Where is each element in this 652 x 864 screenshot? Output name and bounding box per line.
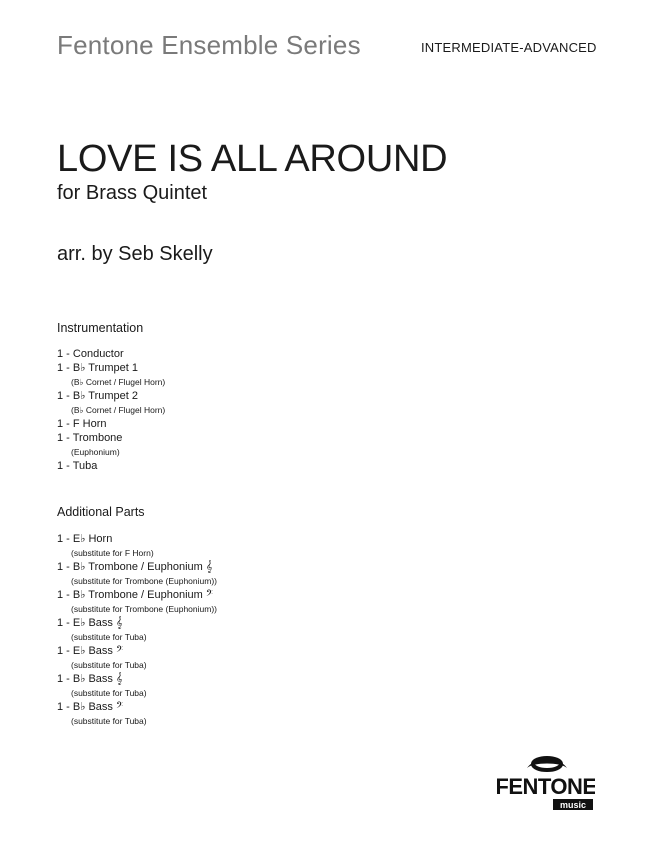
- part-label: 1 - E♭ Bass: [57, 645, 113, 657]
- difficulty-level: INTERMEDIATE-ADVANCED: [421, 40, 597, 55]
- bass-clef-icon: 𝄢: [205, 589, 213, 601]
- bass-clef-icon: 𝄢: [116, 701, 124, 713]
- list-item: [57, 431, 165, 459]
- part-note: (substitute for Tuba): [71, 716, 147, 726]
- list-item: [57, 644, 217, 672]
- part-label: 1 - E♭ Bass: [57, 617, 113, 629]
- part-note: (Euphonium): [71, 447, 120, 457]
- part-label: 1 - F Horn: [57, 418, 107, 430]
- series-name: Fentone Ensemble Series: [57, 30, 361, 60]
- list-item: [57, 347, 165, 361]
- bass-clef-icon: 𝄢: [116, 645, 124, 657]
- list-item: [57, 616, 217, 644]
- part-note: (B♭ Cornet / Flugel Horn): [71, 405, 166, 415]
- treble-clef-icon: 𝄞: [205, 561, 213, 573]
- part-note: (substitute for Trombone (Euphonium)): [71, 576, 217, 586]
- part-label: 1 - Tuba: [57, 460, 98, 472]
- part-label: 1 - Trombone: [57, 432, 123, 444]
- list-item: [57, 459, 165, 473]
- logo-tagline: music: [559, 800, 587, 810]
- treble-clef-icon: 𝄞: [116, 673, 123, 685]
- instrumentation-list: [57, 347, 165, 473]
- piece-title: LOVE IS ALL AROUND: [57, 138, 448, 180]
- part-note: (substitute for Tuba): [71, 688, 147, 698]
- list-item: [57, 700, 217, 728]
- additional-parts-heading: Additional Parts: [57, 505, 145, 519]
- part-note: (B♭ Cornet / Flugel Horn): [71, 377, 166, 387]
- logo-brand: FENTONE: [497, 774, 595, 799]
- part-note: (substitute for F Horn): [71, 548, 154, 558]
- part-label: 1 - E♭ Horn: [57, 533, 113, 545]
- part-note: (substitute for Trombone (Euphonium)): [71, 604, 217, 614]
- list-item: [57, 588, 217, 616]
- list-item: [57, 417, 165, 431]
- fentone-logo-mark: [497, 754, 595, 814]
- part-label: 1 - B♭ Trumpet 1: [57, 362, 138, 374]
- treble-clef-icon: 𝄞: [116, 617, 123, 629]
- list-item: [57, 389, 165, 417]
- arranger-credit: arr. by Seb Skelly: [57, 243, 213, 265]
- list-item: [57, 560, 217, 588]
- instrumentation-heading: Instrumentation: [57, 321, 144, 335]
- piece-subtitle: for Brass Quintet: [57, 182, 208, 204]
- list-item: [57, 532, 217, 560]
- part-label: 1 - B♭ Bass: [57, 701, 113, 713]
- part-note: (substitute for Tuba): [71, 660, 147, 670]
- part-label: 1 - B♭ Trumpet 2: [57, 390, 138, 402]
- list-item: [57, 672, 217, 700]
- list-item: [57, 361, 165, 389]
- fentone-logo: [497, 754, 595, 814]
- part-label: 1 - Conductor: [57, 348, 124, 360]
- additional-parts-list: [57, 532, 217, 728]
- part-label: 1 - B♭ Bass: [57, 673, 113, 685]
- part-label: 1 - B♭ Trombone / Euphonium: [57, 561, 203, 573]
- part-label: 1 - B♭ Trombone / Euphonium: [57, 589, 203, 601]
- part-note: (substitute for Tuba): [71, 632, 147, 642]
